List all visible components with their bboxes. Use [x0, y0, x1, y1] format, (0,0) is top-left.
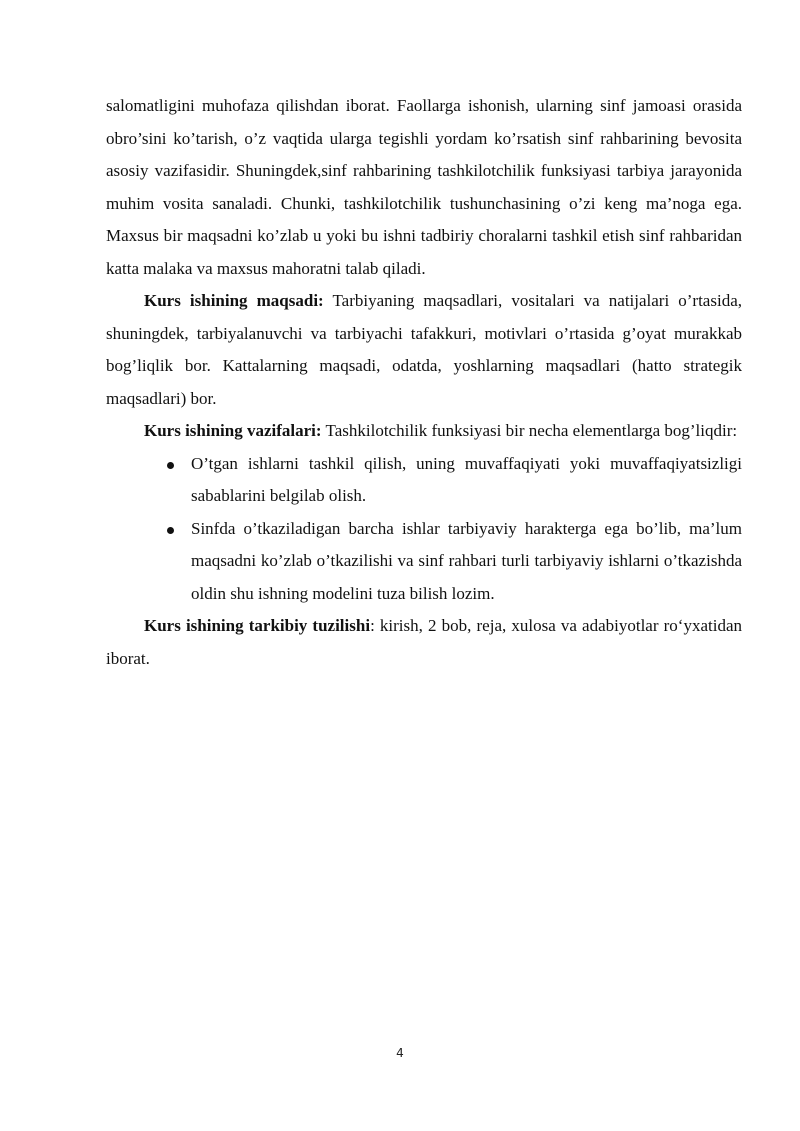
- list-item: [191, 448, 742, 513]
- structure-paragraph: [106, 610, 742, 675]
- document-page: [106, 90, 742, 675]
- goal-label: Kurs ishining maqsadi:: [144, 291, 324, 310]
- tasks-list: [106, 448, 742, 611]
- page-number: 4: [396, 1046, 404, 1060]
- bullet-icon: [167, 527, 174, 534]
- list-item-text: O’tgan ishlarni tashkil qilish, uning muvaffaqiyati yoki muvaffaqiyatsizligi sabablarini belgilab olish.: [191, 453, 742, 505]
- tasks-label: Kurs ishining vazifalari:: [144, 421, 322, 440]
- tasks-paragraph: [106, 415, 742, 448]
- list-item-text: Sinfda o’tkaziladigan barcha ishlar tarbiyaviy harakterga ega bo’lib, ma’lum maqsadni ko’zlab o’tkazilishi va sinf rahbari turli tarbiyaviy ishlarni o’tkazishda oldin shu ishning modelini tuza bilish lozim.: [191, 518, 742, 603]
- tasks-text: Tashkilotchilik funksiyasi bir necha elementlarga bog’liqdir:: [321, 421, 738, 440]
- goal-text: Tarbiyaning maqsadlari, vositalari va natijalari o’rtasida, shuningdek, tarbiyalanuvchi va tarbiyachi tafakkuri, motivlari o’rtasida g’oyat murakkab bog’liqlik bor. Kattalarning maqsadi, odatda, yoshlarning maqsadlari (hatto strategik maqsadlari) bor.: [106, 291, 742, 408]
- bullet-icon: [167, 462, 174, 469]
- list-item: [191, 513, 742, 611]
- structure-label: Kurs ishining tarkibiy tuzilishi: [144, 616, 371, 635]
- goal-paragraph: [106, 285, 742, 415]
- structure-text: : kirish, 2 bob, reja, xulosa va adabiyotlar ro‘yxatidan iborat.: [106, 616, 742, 668]
- intro-paragraph: salomatligini muhofaza qilishdan iborat. Faollarga ishonish, ularning sinf jamoasi orasida obro’sini ko’tarish, o’z vaqtida ularga tegishli yordam ko’rsatish sinf rahbarining bevosita asosiy vazifasidir. Shuningdek,sinf rahbarining tashkilotchilik funksiyasi tarbiya jarayonida muhim vosita sanaladi. Chunki, tashkilotchilik tushunchasining o’zi keng ma’noga ega. Maxsus bir maqsadni ko’zlab u yoki bu ishni tadbiriy choralarni tashkil etish sinf rahbaridan katta malaka va maxsus mahoratni talab qiladi.: [106, 96, 742, 278]
